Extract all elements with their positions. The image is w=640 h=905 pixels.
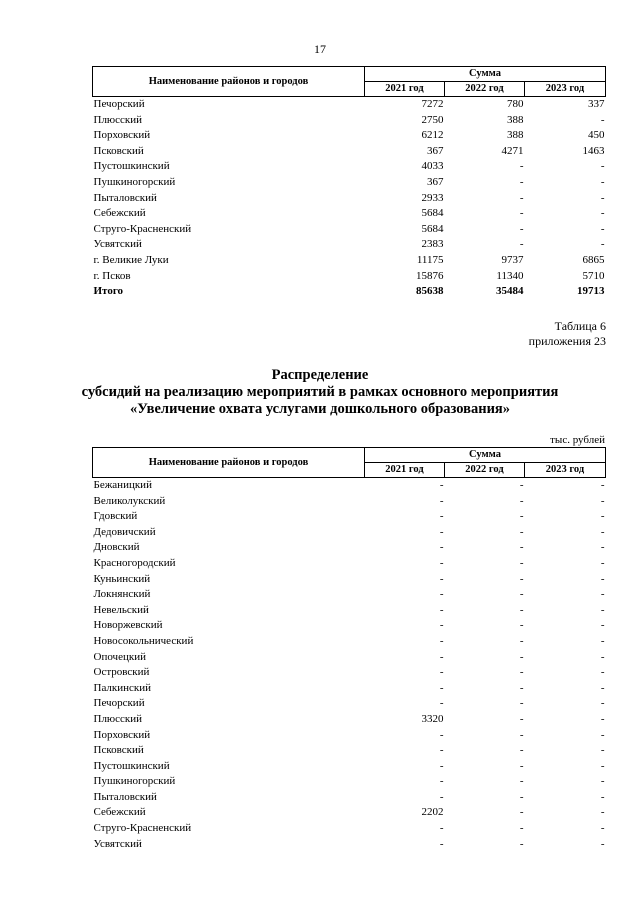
district-name: Пушкиногорский — [93, 175, 176, 188]
amount-cell: - — [519, 712, 524, 725]
amount-cell: - — [439, 479, 444, 491]
column-header-2022: 2022 год — [445, 82, 525, 97]
amount-cell: - — [519, 588, 524, 601]
amount-cell: 7272 — [421, 98, 444, 110]
district-name: Палкинский — [93, 681, 152, 694]
amount-cell: - — [519, 619, 524, 632]
district-name: Невельский — [93, 603, 149, 616]
amount-cell: - — [439, 541, 444, 554]
district-name: Опочецкий — [93, 650, 146, 663]
column-header-name: Наименование районов и городов — [93, 67, 365, 97]
amount-cell: - — [519, 207, 524, 220]
column-header-2023: 2023 год — [525, 82, 606, 97]
district-name: Пыталовский — [93, 790, 157, 803]
amount-cell: - — [519, 728, 524, 741]
total-row — [93, 284, 606, 300]
amount-cell: - — [519, 666, 524, 679]
amount-cell: - — [519, 510, 524, 523]
document-title — [0, 367, 640, 418]
amount-cell: 388 — [507, 129, 524, 142]
amount-cell: - — [600, 744, 605, 757]
table-row — [93, 774, 606, 790]
amount-cell: - — [439, 666, 444, 679]
title-line-3: «Увеличение охвата услугами дошкольного образования» — [129, 401, 511, 417]
district-name: Бежаницкий — [93, 479, 152, 491]
amount-cell: - — [600, 479, 605, 491]
amount-cell: 5684 — [421, 222, 444, 235]
amount-cell: - — [439, 619, 444, 632]
amount-cell: 6865 — [582, 253, 605, 266]
amount-cell: - — [439, 603, 444, 616]
district-name: Себежский — [93, 207, 146, 220]
amount-cell: - — [439, 650, 444, 663]
table-row — [93, 237, 606, 253]
amount-cell: - — [600, 790, 605, 803]
amount-cell: - — [439, 525, 444, 538]
amount-cell: - — [439, 588, 444, 601]
amount-cell: - — [600, 113, 605, 126]
column-header-sum: Сумма — [365, 448, 606, 463]
district-name: Плюсский — [93, 712, 143, 725]
amount-cell: - — [519, 479, 524, 491]
amount-cell: 450 — [588, 129, 605, 142]
amount-cell: - — [600, 759, 605, 772]
table-row — [93, 159, 606, 175]
district-name: Усвятский — [93, 238, 142, 251]
district-name: Красногородский — [93, 556, 176, 569]
amount-cell: - — [600, 191, 605, 204]
amount-cell: 2750 — [421, 113, 444, 126]
table-row — [93, 634, 606, 650]
amount-cell: 337 — [588, 98, 605, 110]
amount-cell: 2383 — [421, 238, 444, 251]
total-amount: 85638 — [416, 285, 444, 298]
column-header-sum: Сумма — [365, 67, 606, 82]
amount-cell: 2202 — [421, 806, 444, 819]
table-row — [93, 494, 606, 510]
district-name: Новоржевский — [93, 619, 163, 632]
amount-cell: 11175 — [416, 253, 444, 266]
table-number: Таблица 6 — [554, 319, 606, 333]
amount-cell: - — [600, 681, 605, 694]
district-name: г. Великие Луки — [93, 253, 169, 266]
amount-cell: - — [600, 207, 605, 220]
table-row — [93, 805, 606, 821]
table-row — [93, 97, 606, 113]
table-note — [529, 319, 606, 349]
table-row — [93, 144, 606, 160]
title-line-2: субсидий на реализацию мероприятий в рамках основного мероприятия — [81, 384, 559, 400]
amount-cell: - — [600, 666, 605, 679]
district-name: Порховский — [93, 728, 151, 741]
amount-cell: - — [600, 556, 605, 569]
amount-cell: - — [519, 837, 524, 850]
amount-cell: - — [519, 650, 524, 663]
units-label: тыс. рублей — [550, 434, 605, 446]
district-name: Порховский — [93, 129, 151, 142]
table-subsidies-continued — [92, 66, 606, 300]
column-header-2022: 2022 год — [445, 463, 525, 478]
amount-cell: - — [439, 744, 444, 757]
table-row — [93, 696, 606, 712]
column-header-2021: 2021 год — [365, 463, 445, 478]
amount-cell: 6212 — [421, 129, 444, 142]
amount-cell: - — [600, 728, 605, 741]
amount-cell: - — [439, 822, 444, 835]
table-row — [93, 128, 606, 144]
table-row — [93, 837, 606, 853]
table-row — [93, 712, 606, 728]
amount-cell: - — [439, 837, 444, 850]
table-row — [93, 743, 606, 759]
amount-cell: - — [519, 790, 524, 803]
column-header-name: Наименование районов и городов — [93, 448, 365, 478]
amount-cell: - — [519, 697, 524, 710]
amount-cell: - — [519, 238, 524, 251]
table-row — [93, 478, 606, 494]
amount-cell: - — [519, 541, 524, 554]
amount-cell: - — [519, 681, 524, 694]
table-row — [93, 603, 606, 619]
district-name: Пыталовский — [93, 191, 157, 204]
table-row — [93, 222, 606, 238]
amount-cell: - — [600, 525, 605, 538]
amount-cell: - — [600, 494, 605, 507]
district-name: Пустошкинский — [93, 160, 170, 173]
amount-cell: - — [600, 510, 605, 523]
amount-cell: 367 — [427, 175, 444, 188]
amount-cell: - — [600, 588, 605, 601]
table-row — [93, 572, 606, 588]
amount-cell: - — [439, 681, 444, 694]
district-name: Псковский — [93, 144, 144, 157]
amount-cell: - — [600, 712, 605, 725]
amount-cell: 5710 — [582, 269, 605, 282]
amount-cell: - — [519, 603, 524, 616]
amount-cell: - — [600, 650, 605, 663]
district-name: Печорский — [93, 697, 145, 710]
column-header-2023: 2023 год — [525, 463, 606, 478]
page-number: 17 — [314, 42, 326, 56]
amount-cell: - — [600, 775, 605, 788]
amount-cell: - — [439, 728, 444, 741]
table-row — [93, 206, 606, 222]
table-row — [93, 509, 606, 525]
table-row — [93, 665, 606, 681]
table-row — [93, 587, 606, 603]
amount-cell: - — [600, 619, 605, 632]
district-name: Великолукский — [93, 494, 166, 507]
amount-cell: 5684 — [421, 207, 444, 220]
amount-cell: - — [439, 494, 444, 507]
amount-cell: - — [439, 697, 444, 710]
district-name: Плюсский — [93, 113, 143, 126]
amount-cell: 388 — [507, 113, 524, 126]
district-name: Пушкиногорский — [93, 775, 176, 788]
amount-cell: - — [439, 572, 444, 585]
amount-cell: - — [519, 759, 524, 772]
amount-cell: - — [600, 822, 605, 835]
district-name: Струго-Красненский — [93, 222, 192, 235]
amount-cell: - — [600, 697, 605, 710]
district-name: Дновский — [93, 541, 140, 554]
district-name: Себежский — [93, 806, 146, 819]
total-amount: 35484 — [496, 285, 524, 298]
amount-cell: - — [600, 175, 605, 188]
amount-cell: - — [439, 775, 444, 788]
table-row — [93, 728, 606, 744]
amount-cell: 11340 — [496, 269, 524, 282]
amount-cell: - — [600, 238, 605, 251]
total-label: Итого — [93, 285, 124, 298]
table-row — [93, 253, 606, 269]
amount-cell: - — [519, 494, 524, 507]
amount-cell: - — [519, 525, 524, 538]
amount-cell: - — [519, 572, 524, 585]
amount-cell: 1463 — [582, 144, 605, 157]
district-name: Новосокольнический — [93, 634, 194, 647]
amount-cell: - — [439, 556, 444, 569]
amount-cell: - — [519, 775, 524, 788]
table-row — [93, 618, 606, 634]
amount-cell: - — [519, 634, 524, 647]
amount-cell: - — [439, 634, 444, 647]
amount-cell: 367 — [427, 144, 444, 157]
district-name: Островский — [93, 666, 150, 679]
amount-cell: - — [519, 175, 524, 188]
amount-cell: - — [600, 837, 605, 850]
table-row — [93, 191, 606, 207]
total-amount: 19713 — [577, 285, 605, 298]
district-name: Усвятский — [93, 837, 142, 850]
amount-cell: - — [600, 572, 605, 585]
amount-cell: 4271 — [501, 144, 524, 157]
table-row — [93, 113, 606, 129]
amount-cell: - — [600, 634, 605, 647]
column-header-2021: 2021 год — [365, 82, 445, 97]
amount-cell: - — [600, 806, 605, 819]
amount-cell: 3320 — [421, 712, 444, 725]
district-name: Псковский — [93, 744, 144, 757]
amount-cell: - — [439, 759, 444, 772]
district-name: Локнянский — [93, 588, 151, 601]
amount-cell: - — [439, 510, 444, 523]
district-name: Струго-Красненский — [93, 822, 192, 835]
amount-cell: - — [519, 822, 524, 835]
table-row — [93, 650, 606, 666]
amount-cell: 780 — [507, 98, 524, 110]
table-row — [93, 175, 606, 191]
amount-cell: - — [519, 160, 524, 173]
amount-cell: - — [439, 790, 444, 803]
appendix-reference: приложения 23 — [528, 334, 606, 348]
amount-cell: - — [600, 603, 605, 616]
table-row — [93, 790, 606, 806]
amount-cell: - — [600, 160, 605, 173]
amount-cell: 9737 — [501, 253, 524, 266]
district-name: Дедовичский — [93, 525, 156, 538]
district-name: г. Псков — [93, 269, 131, 282]
table-row — [93, 556, 606, 572]
amount-cell: - — [600, 222, 605, 235]
amount-cell: 2933 — [421, 191, 444, 204]
amount-cell: 15876 — [416, 269, 444, 282]
table-row — [93, 759, 606, 775]
amount-cell: - — [519, 806, 524, 819]
title-line-1: Распределение — [271, 367, 369, 383]
table-row — [93, 681, 606, 697]
table-row — [93, 540, 606, 556]
table-row — [93, 821, 606, 837]
table-preschool-subsidies — [92, 447, 606, 852]
amount-cell: - — [519, 222, 524, 235]
amount-cell: - — [519, 556, 524, 569]
table-row — [93, 269, 606, 285]
district-name: Куньинский — [93, 572, 151, 585]
amount-cell: 4033 — [421, 160, 444, 173]
amount-cell: - — [600, 541, 605, 554]
amount-cell: - — [519, 191, 524, 204]
district-name: Печорский — [93, 98, 145, 110]
district-name: Гдовский — [93, 510, 138, 523]
table-row — [93, 525, 606, 541]
amount-cell: - — [519, 744, 524, 757]
district-name: Пустошкинский — [93, 759, 170, 772]
